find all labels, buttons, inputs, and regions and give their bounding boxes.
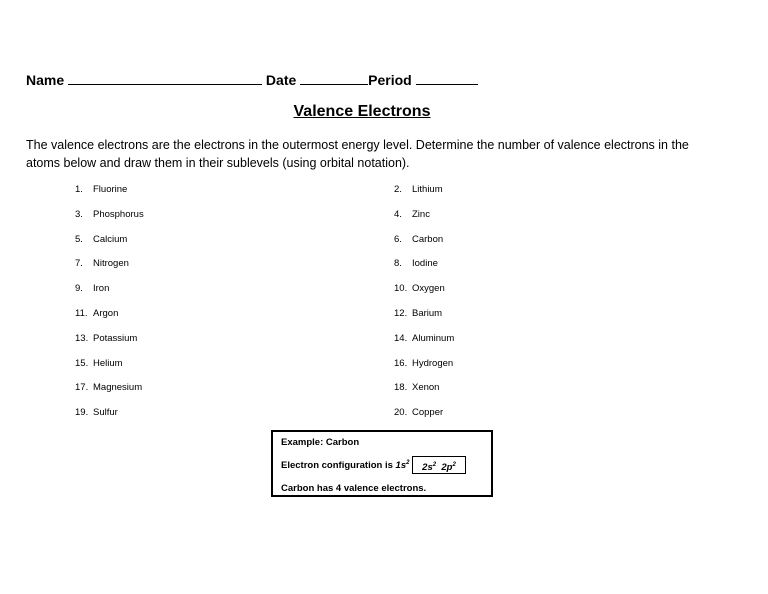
list-item-element: Argon [93, 308, 119, 319]
list-item-number: 18. [394, 382, 408, 394]
example-config-core: 1s [395, 460, 407, 472]
list-item [75, 308, 118, 319]
list-item-number: 15. [75, 357, 89, 369]
list-item [75, 184, 127, 195]
period-label: Period [368, 72, 412, 88]
list-item-number: 17. [75, 382, 89, 394]
example-config-label: Electron configuration is [281, 460, 393, 472]
list-item-element: Carbon [412, 233, 444, 245]
list-item-number: 20. [394, 407, 408, 419]
list-item-element: Helium [93, 357, 123, 369]
list-item [75, 382, 142, 393]
list-item-element: Fluorine [93, 184, 128, 195]
list-item [394, 258, 438, 269]
list-item [75, 333, 137, 344]
example-box [271, 430, 493, 497]
list-item-element: Phosphorus [93, 208, 144, 220]
list-item-number: 5. [75, 233, 83, 245]
list-item-number: 13. [75, 332, 89, 344]
list-item-number: 12. [394, 308, 408, 319]
list-item-element: Potassium [93, 332, 138, 344]
page-title: Valence Electrons [293, 103, 431, 120]
list-item-element: Magnesium [93, 382, 143, 394]
list-item-number: 14. [394, 332, 408, 344]
name-field[interactable] [68, 70, 262, 85]
date-label: Date [265, 72, 297, 88]
example-heading: Example: Carbon [281, 437, 360, 448]
list-item-element: Calcium [93, 233, 128, 245]
list-item [75, 283, 109, 294]
list-item-element: Lithium [412, 184, 443, 195]
list-item-element: Iodine [412, 258, 438, 270]
instructions-paragraph: The valence electrons are the electrons in the outermost energy level. Determine the number of valence electrons in the atoms below and draw them in their sublevels (using orbital notation). [26, 138, 689, 170]
date-field[interactable] [300, 70, 368, 85]
example-config-core-exp: 2 [406, 460, 410, 466]
list-item [75, 209, 144, 220]
name-label: Name [26, 72, 65, 88]
list-item-number: 16. [394, 357, 408, 369]
list-item [394, 234, 443, 245]
list-item-number: 2. [394, 184, 402, 195]
list-item [394, 333, 454, 344]
valence-config-2p-exp: 2 [452, 462, 456, 468]
valence-config-2p: 2p [441, 462, 453, 474]
list-item [394, 184, 443, 195]
valence-config-box [412, 456, 466, 474]
list-item-element: Zinc [412, 208, 430, 220]
list-item-number: 1. [75, 184, 83, 195]
list-item [75, 258, 129, 269]
list-item-number: 10. [394, 283, 408, 295]
list-item-element: Oxygen [412, 283, 445, 295]
list-item-number: 7. [75, 258, 83, 270]
period-field[interactable] [416, 70, 478, 85]
valence-config-2s: 2s [422, 462, 433, 474]
example-config-line [281, 460, 409, 471]
list-item-element: Xenon [412, 382, 440, 394]
list-item-number: 8. [394, 258, 402, 270]
list-item [75, 358, 123, 369]
list-item-number: 11. [75, 308, 88, 319]
list-item [394, 407, 443, 418]
list-item [394, 382, 439, 393]
list-item-number: 4. [394, 208, 402, 220]
list-item-element: Copper [412, 407, 444, 419]
list-item-element: Barium [412, 308, 443, 319]
valence-config-2s-exp: 2 [432, 462, 437, 468]
list-item [394, 308, 442, 319]
worksheet-header [26, 70, 478, 88]
list-item-number: 19. [75, 407, 89, 419]
list-item [394, 209, 430, 220]
list-item [394, 358, 453, 369]
list-item [75, 234, 127, 245]
list-item [75, 407, 118, 418]
list-item-element: Sulfur [93, 407, 118, 419]
list-item-element: Iron [93, 283, 110, 295]
list-item-number: 6. [394, 233, 402, 245]
example-conclusion: Carbon has 4 valence electrons. [281, 483, 427, 494]
list-item-number: 9. [75, 283, 83, 295]
list-item-element: Aluminum [412, 332, 455, 344]
list-item [394, 283, 445, 294]
list-item-element: Nitrogen [93, 258, 129, 270]
list-item-element: Hydrogen [412, 357, 454, 369]
list-item-number: 3. [75, 208, 83, 220]
